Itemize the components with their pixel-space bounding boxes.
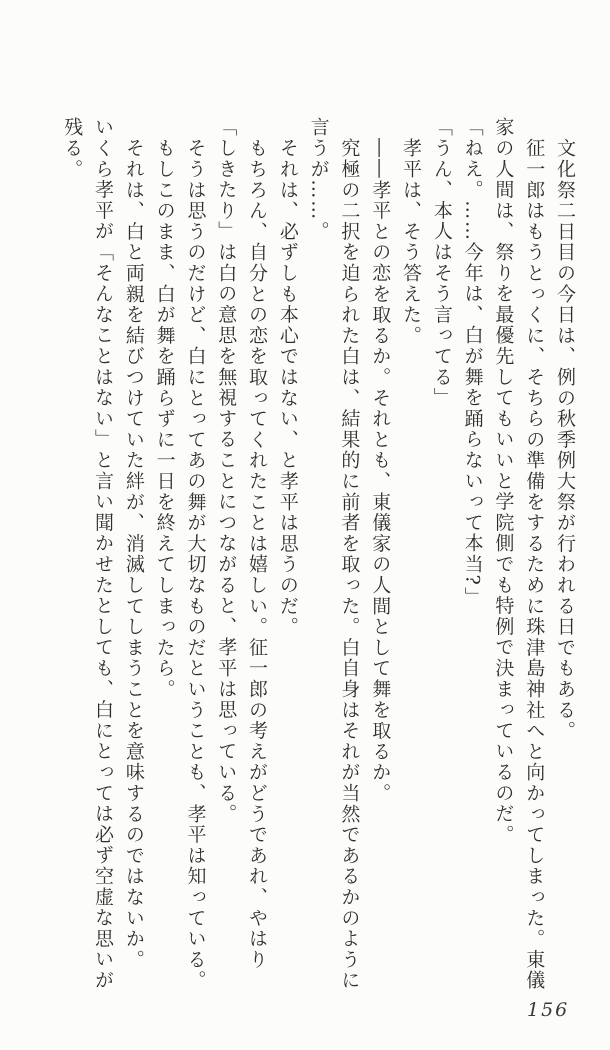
text-column: 家の人間は、祭りを最優先してもいいと学院側でも特例で決まっているのだ。	[492, 117, 515, 845]
text-column: それは、必ずしも本心ではない、と孝平は思うのだ。	[276, 138, 299, 638]
text-column: 残る。	[61, 117, 84, 180]
text-column: 文化祭二日目の今日は、例の秋季例大祭が行われる日でもある。	[554, 138, 576, 742]
text-column: 「しきたり」は白の意思を無視することにつながると、孝平は思っている。	[215, 117, 238, 825]
text-column: 究極の二択を迫られた白は、結果的に前者を取った。白自身はそれが当然であるかのように	[338, 138, 361, 991]
text-column: それは、白と両親を結びつけていた絆が、消滅してしまうことを意味するのではないか。	[122, 138, 145, 970]
text-column: もしこのまま、白が舞を踊らずに一日を終えてしまったら。	[153, 138, 176, 700]
text-column: 征一郎はもうとっくに、そちらの準備をするために珠津島神社へと向かってしまった。東儀	[523, 138, 546, 991]
text-column: そうは思うのだけど、白にとってあの舞が大切なものだということも、孝平は知っている。	[184, 138, 207, 991]
page-number: 156	[527, 999, 570, 1021]
text-column: 言うが……。	[307, 117, 330, 242]
text-column: 「ねえ。……今年は、白が舞を踊らないって本当?」	[461, 117, 484, 608]
text-column: 「うん、本人はそう言ってる」	[430, 117, 453, 409]
text-column: ――孝平との恋を取るか。それとも、東儀家の人間として舞を取るか。	[369, 138, 392, 804]
text-column: もちろん、自分との恋を取ってくれたことは嬉しい。征一郎の考えがどうであれ、やはり	[246, 138, 269, 970]
text-column: いくら孝平が「そんなことはない」と言い聞かせたとしても、白にとっては必ず空虚な思いが	[92, 117, 115, 991]
text-column: 孝平は、そう答えた。	[400, 138, 423, 346]
novel-text-block	[56, 117, 580, 997]
